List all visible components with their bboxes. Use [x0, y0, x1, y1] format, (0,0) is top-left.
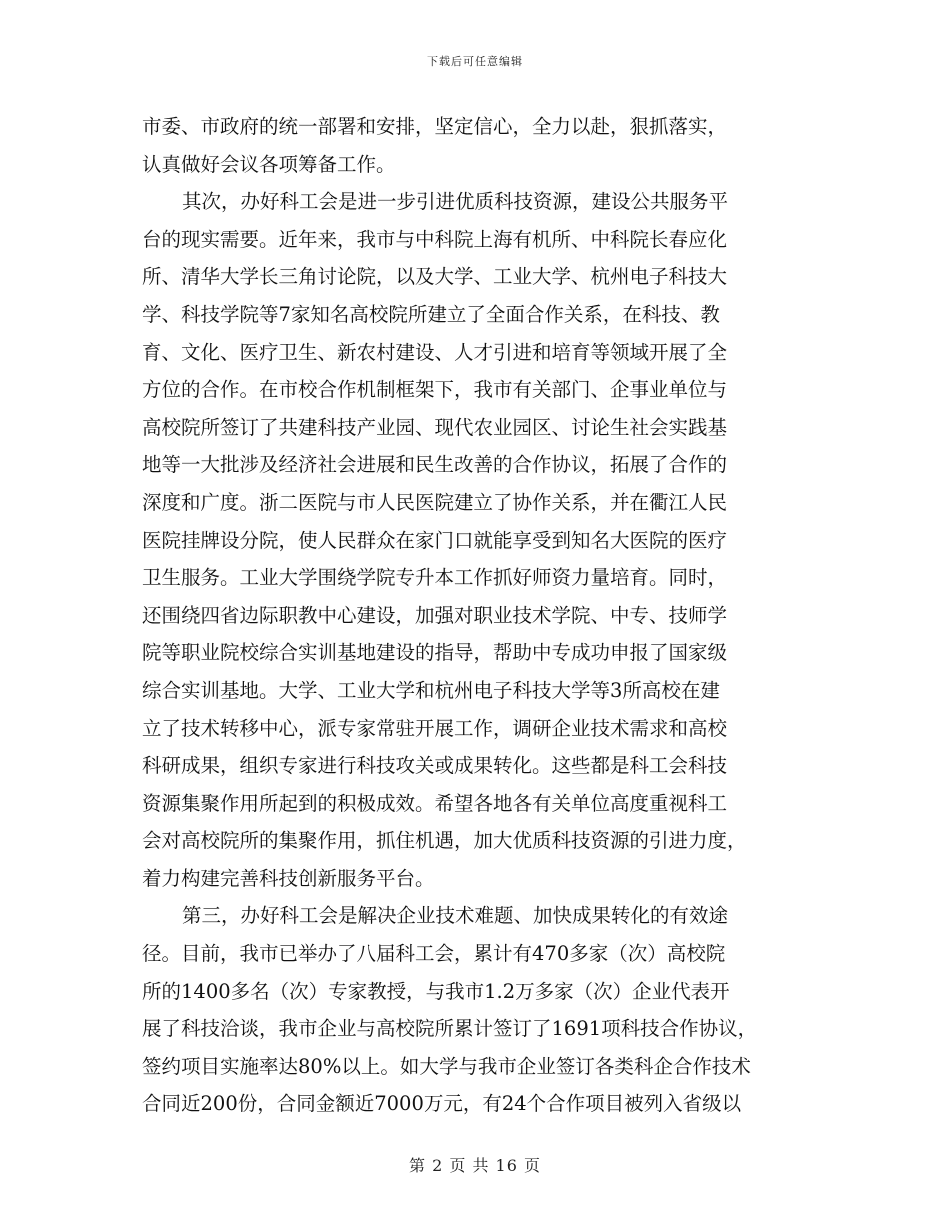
- text-line: 立了技术转移中心，派专家常驻开展工作，调研企业技术需求和高校: [142, 716, 728, 740]
- text-line: 会对高校院所的集聚作用，抓住机遇，加大优质科技资源的引进力度，: [142, 829, 747, 853]
- text-line: 展了科技洽谈，我市企业与高校院所累计签订了1691项科技合作协议，: [142, 1017, 758, 1041]
- text-line: 资源集聚作用所起到的积极成效。希望各地各有关单位高度重视科工: [142, 791, 728, 815]
- text-line: 合同近200份，合同金额近7000万元，有24个合作项目被列入省级以: [142, 1092, 742, 1116]
- text-line: 高校院所签订了共建科技产业园、现代农业园区、讨论生社会实践基: [142, 415, 728, 439]
- text-line: 育、文化、医疗卫生、新农村建设、人才引进和培育等领域开展了全: [142, 340, 728, 364]
- text-line: 院等职业院校综合实训基地建设的指导，帮助中专成功申报了国家级: [142, 641, 728, 665]
- text-line: 科研成果，组织专家进行科技攻关或成果转化。这些都是科工会科技: [142, 754, 728, 778]
- text-line: 所、清华大学长三角讨论院，以及大学、工业大学、杭州电子科技大: [142, 265, 728, 289]
- text-line: 医院挂牌设分院，使人民群众在家门口就能享受到知名大医院的医疗: [142, 528, 728, 552]
- text-line: 签约项目实施率达80%以上。如大学与我市企业签订各类科企合作技术: [142, 1054, 751, 1078]
- text-line: 认真做好会议各项筹备工作。: [142, 152, 396, 176]
- text-line: 地等一大批涉及经济社会进展和民生改善的合作协议，拓展了合作的: [142, 453, 728, 477]
- page-number-footer: 第 2 页 共 16 页: [409, 1156, 541, 1175]
- page-header: 下载后可任意编辑: [427, 55, 523, 68]
- text-line: 径。目前，我市已举办了八届科工会，累计有470多家（次）高校院: [142, 942, 726, 966]
- text-line: 深度和广度。浙二医院与市人民医院建立了协作关系，并在衢江人民: [142, 490, 728, 514]
- text-line: 其次，办好科工会是进一步引进优质科技资源，建设公共服务平: [182, 190, 729, 214]
- text-line: 学、科技学院等7家知名高校院所建立了全面合作关系，在科技、教: [142, 302, 720, 326]
- text-line: 台的现实需要。近年来，我市与中科院上海有机所、中科院长春应化: [142, 227, 728, 251]
- text-line: 综合实训基地。大学、工业大学和杭州电子科技大学等3所高校在建: [142, 678, 720, 702]
- text-line: 所的1400多名（次）专家教授，与我市1.2万多家（次）企业代表开: [142, 979, 730, 1003]
- text-line: 卫生服务。工业大学围绕学院专升本工作抓好师资力量培育。同时，: [142, 566, 728, 590]
- document-body: [142, 108, 810, 1123]
- text-line: 着力构建完善科技创新服务平台。: [142, 866, 435, 890]
- text-line: 方位的合作。在市校合作机制框架下，我市有关部门、企事业单位与: [142, 378, 728, 402]
- text-line: 市委、市政府的统一部署和安排，坚定信心，全力以赴，狠抓落实，: [142, 115, 728, 138]
- text-line: 还围绕四省边际职教中心建设，加强对职业技术学院、中专、技师学: [142, 603, 728, 627]
- text-line: 第三，办好科工会是解决企业技术难题、加快成果转化的有效途: [182, 904, 729, 928]
